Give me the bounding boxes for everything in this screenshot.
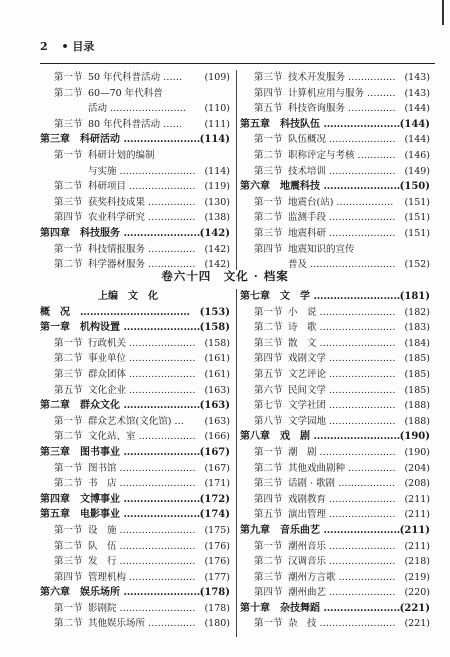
- toc-section-entry: [240, 616, 430, 632]
- entry-label: 第五节: [254, 368, 283, 380]
- entry-title: 书 店 ……………………: [88, 478, 196, 490]
- entry-title: 队伍概况 …………………: [288, 134, 396, 146]
- entry-label: 第六章: [240, 181, 270, 193]
- entry-title: 群众文化 ……………………: [80, 400, 204, 412]
- entry-page: (221): [399, 602, 430, 614]
- entry-label: 第五节: [54, 384, 83, 396]
- header-rule: [40, 63, 435, 64]
- entry-page: (150): [399, 181, 430, 193]
- toc-section-entry: [40, 461, 230, 477]
- entry-page: (183): [404, 322, 430, 334]
- entry-label: 第三节: [54, 118, 83, 130]
- entry-title: 文艺评论 …………………: [288, 368, 396, 380]
- entry-page: (163): [204, 415, 230, 427]
- entry-label: 第三节: [54, 368, 83, 380]
- entry-page: (181): [399, 291, 430, 302]
- entry-page: (190): [404, 446, 430, 458]
- entry-label: 第二节: [54, 259, 83, 271]
- toc-section-entry: [240, 132, 430, 148]
- entry-label: 第一节: [54, 462, 83, 474]
- entry-label: 第三节: [254, 571, 283, 583]
- entry-label: 第四章: [40, 227, 70, 239]
- entry-title: 科技队伍 ……………………: [280, 118, 404, 130]
- toc-section-entry: [240, 101, 430, 117]
- toc-section-entry: [40, 539, 230, 555]
- toc-section-entry: [40, 336, 230, 352]
- toc-section-entry: [40, 554, 230, 570]
- entry-label: 第三节: [254, 227, 283, 239]
- toc-section-entry: [240, 305, 430, 321]
- entry-title: 文 学 ………………………: [280, 291, 404, 302]
- entry-label: 第二节: [54, 478, 83, 490]
- entry-label: 第八节: [254, 415, 283, 427]
- entry-label: 第四节: [254, 87, 283, 99]
- toc-chapter-entry: [240, 429, 430, 445]
- entry-title: 小 说 ……………………: [288, 306, 396, 318]
- entry-title: 图书事业 ……………………: [80, 446, 204, 458]
- toc-section-entry: [40, 429, 230, 445]
- entry-title: 科学器材服务 ……………: [88, 259, 196, 271]
- entry-title: 戏剧教育 …………………: [288, 493, 396, 505]
- entry-page: (220): [404, 587, 430, 599]
- entry-page: (111): [204, 118, 230, 130]
- column-divider: [236, 70, 237, 270]
- entry-page: (151): [404, 227, 430, 239]
- entry-page: (172): [199, 493, 230, 505]
- entry-page: (211): [404, 509, 430, 521]
- entry-title: 戏 剧 ………………………: [280, 431, 404, 443]
- entry-label: 第一节: [254, 134, 283, 146]
- entry-label: 第六章: [40, 587, 70, 599]
- entry-page: (146): [404, 149, 430, 161]
- entry-title: 技术开发服务 ……………: [288, 72, 396, 83]
- entry-title: 科研计划的编制: [88, 149, 155, 161]
- entry-page: (167): [204, 462, 230, 474]
- entry-page: (149): [404, 165, 430, 177]
- entry-title: 文化企业 …………………: [88, 384, 196, 396]
- entry-title: 地震台(站) ………………: [288, 196, 394, 208]
- entry-title: 地震知识的宣传: [288, 243, 355, 255]
- entry-page: (130): [204, 196, 230, 208]
- entry-page: (109): [204, 72, 230, 83]
- entry-label: 第四节: [254, 243, 283, 255]
- entry-page: (153): [199, 306, 230, 318]
- toc-section-entry: [40, 601, 230, 617]
- entry-title: 监测手段 …………………: [288, 212, 396, 224]
- toc-section-entry: [240, 585, 430, 601]
- entry-label: 第四节: [54, 571, 83, 583]
- entry-page: (138): [204, 212, 230, 224]
- entry-title: 散 文 ……………………: [288, 337, 396, 349]
- toc-section-entry: [240, 398, 430, 414]
- entry-page: (167): [199, 446, 230, 458]
- page-number: 2: [40, 40, 48, 53]
- toc-section-entry: [40, 351, 230, 367]
- entry-page: (185): [404, 384, 430, 396]
- header-section: • 目录: [61, 40, 95, 53]
- entry-page: (114): [204, 165, 230, 177]
- entry-title: 上编 文 化: [98, 291, 158, 302]
- entry-page: (208): [404, 478, 430, 490]
- entry-page: (161): [204, 353, 230, 365]
- entry-label: 第七章: [240, 291, 270, 302]
- entry-title: 科技情报服务 ……………: [88, 243, 196, 255]
- entry-page: (188): [404, 400, 430, 412]
- entry-page: (182): [404, 306, 430, 318]
- entry-title: 群众团体 …………………: [88, 368, 196, 380]
- entry-label: 第三节: [254, 165, 283, 177]
- toc-section-entry: [240, 570, 430, 586]
- entry-page: (184): [404, 337, 430, 349]
- toc-section-entry: [240, 492, 430, 508]
- toc-section-entry: [240, 351, 430, 367]
- entry-page: (151): [404, 196, 430, 208]
- entry-page: (114): [199, 134, 230, 146]
- toc-column-top-left: [40, 70, 230, 273]
- toc-chapter-entry: [40, 445, 230, 461]
- entry-page: (188): [404, 415, 430, 427]
- toc-section-entry: [40, 148, 230, 164]
- entry-label: 第三章: [40, 446, 70, 458]
- entry-label: 第二节: [54, 431, 83, 443]
- toc-chapter-entry: [40, 132, 230, 148]
- entry-title: 科技咨询服务 ……………: [288, 103, 396, 115]
- toc-section-entry: [240, 445, 430, 461]
- entry-page: (166): [204, 431, 230, 443]
- toc-section-entry: [240, 476, 430, 492]
- toc-section-entry: [240, 242, 430, 258]
- entry-title: 地震科研 …………………: [288, 227, 396, 239]
- toc-chapter-entry: [40, 226, 230, 242]
- entry-title: 潮州方言歌 ………………: [288, 571, 396, 583]
- entry-title: 电影事业 ……………………: [80, 509, 204, 521]
- entry-title: 其他娱乐场所 ……………: [88, 618, 196, 630]
- entry-title: 设 施 ……………………: [88, 524, 196, 536]
- entry-label: 第三节: [254, 72, 283, 83]
- entry-page: (119): [204, 181, 230, 193]
- toc-section-entry: [240, 210, 430, 226]
- entry-label: 概 况: [40, 306, 70, 318]
- entry-page: (190): [399, 431, 430, 443]
- entry-title: 娱乐场所 ……………………: [80, 587, 204, 599]
- entry-label: 第一节: [54, 149, 83, 161]
- toc-chapter-entry: [40, 585, 230, 601]
- entry-title: 管理机构 …………………: [88, 571, 196, 583]
- toc-section-entry: [240, 336, 430, 352]
- entry-title: 文学社团 …………………: [288, 400, 396, 412]
- entry-page: (211): [399, 524, 430, 536]
- toc-section-entry: [40, 570, 230, 586]
- entry-title: 演出管理 …………………: [288, 509, 396, 521]
- entry-label: 第一节: [254, 540, 283, 552]
- toc-section-entry: [240, 70, 430, 86]
- entry-page: (219): [404, 571, 430, 583]
- entry-label: 第二节: [254, 149, 283, 161]
- entry-page: (152): [404, 259, 430, 271]
- toc-chapter-entry: [40, 492, 230, 508]
- toc-section-entry: [40, 101, 230, 117]
- entry-page: (211): [404, 540, 430, 552]
- entry-title: ……………………………: [80, 306, 190, 318]
- entry-page: (176): [204, 556, 230, 568]
- entry-label: 第一节: [54, 415, 83, 427]
- toc-chapter-entry: [240, 179, 430, 195]
- entry-title: 获奖科技成果 ……………: [88, 196, 196, 208]
- entry-title: 群众艺术馆(文化馆) …: [88, 415, 184, 427]
- toc-chapter-entry: [40, 320, 230, 336]
- entry-title: 音乐曲艺 ……………………: [280, 524, 404, 536]
- toc-section-entry: [40, 70, 230, 86]
- entry-label: 第三节: [254, 337, 283, 349]
- entry-title: 汉调音乐 …………………: [288, 556, 396, 568]
- entry-page: (142): [204, 243, 230, 255]
- entry-label: 第二节: [54, 87, 83, 99]
- entry-label: 第五章: [40, 509, 70, 521]
- entry-label: 第四节: [54, 212, 83, 224]
- entry-page: (144): [404, 134, 430, 146]
- entry-page: (177): [204, 571, 230, 583]
- entry-page: (171): [204, 478, 230, 490]
- toc-section-entry: [240, 539, 430, 555]
- entry-page: (176): [204, 540, 230, 552]
- entry-label: 第五节: [254, 509, 283, 521]
- entry-title: 60—70 年代科普: [88, 87, 163, 99]
- toc-section-entry: [40, 616, 230, 632]
- entry-page: (110): [204, 103, 230, 115]
- entry-label: 第二节: [54, 540, 83, 552]
- entry-label: 第一节: [254, 446, 283, 458]
- entry-title: 与实施 ……………………: [88, 165, 196, 177]
- entry-page: (163): [199, 400, 230, 412]
- toc-column-bottom-left: [40, 289, 230, 632]
- toc-section-entry: [40, 210, 230, 226]
- entry-label: 第一节: [54, 72, 83, 83]
- entry-title: 图书馆 ……………………: [88, 462, 196, 474]
- entry-title: 80 年代科普活动 ……: [88, 118, 183, 130]
- entry-label: 第二章: [40, 400, 70, 412]
- entry-label: 第二节: [254, 322, 283, 334]
- entry-label: 第一节: [54, 524, 83, 536]
- entry-label: 第五节: [254, 103, 283, 115]
- entry-title: 文学园地 …………………: [288, 415, 396, 427]
- entry-page: (142): [204, 259, 230, 271]
- toc-section-entry: [240, 86, 430, 102]
- entry-page: (175): [204, 524, 230, 536]
- entry-page: (144): [404, 103, 430, 115]
- toc-section-entry: [40, 117, 230, 133]
- entry-title: 影剧院 ……………………: [88, 602, 196, 614]
- entry-page: (211): [404, 493, 430, 505]
- entry-label: 第一节: [54, 243, 83, 255]
- entry-page: (218): [404, 556, 430, 568]
- toc-section-entry: [40, 414, 230, 430]
- entry-title: 诗 歌 ……………………: [288, 322, 396, 334]
- toc-part-heading: [40, 289, 230, 305]
- toc-section-entry: [40, 179, 230, 195]
- entry-label: 第三节: [254, 478, 283, 490]
- entry-label: 第一节: [254, 196, 283, 208]
- entry-title: 文化站、室 ………………: [88, 431, 196, 443]
- toc-section-entry: [40, 367, 230, 383]
- entry-title: 潮州曲艺 …………………: [288, 587, 396, 599]
- entry-title: 普及 ………………………: [288, 259, 396, 271]
- toc-section-entry: [40, 195, 230, 211]
- toc-section-entry: [240, 383, 430, 399]
- entry-title: 职称评定与考核 …………: [288, 149, 396, 161]
- entry-title: 话剧 · 歌剧 ………………: [288, 478, 396, 490]
- toc-chapter-entry: [240, 601, 430, 617]
- entry-label: 第一节: [54, 602, 83, 614]
- entry-label: 第一节: [54, 337, 83, 349]
- entry-title: 50 年代科普活动 ……: [88, 72, 183, 83]
- entry-page: (161): [204, 368, 230, 380]
- entry-page: (158): [199, 322, 230, 334]
- toc-column-bottom-right: [240, 289, 430, 632]
- entry-title: 农业科学研究 ……………: [88, 212, 196, 224]
- entry-title: 潮 剧 ……………………: [288, 446, 396, 458]
- entry-page: (185): [404, 368, 430, 380]
- toc-section-entry: [240, 320, 430, 336]
- toc-chapter-entry: [240, 523, 430, 539]
- entry-label: 第二节: [54, 181, 83, 193]
- entry-page: (180): [204, 618, 230, 630]
- entry-page: (144): [399, 118, 430, 130]
- entry-label: 第四节: [254, 493, 283, 505]
- entry-page: (151): [404, 212, 430, 224]
- entry-page: (142): [199, 227, 230, 239]
- toc-section-entry: [40, 242, 230, 258]
- entry-label: 第二节: [254, 212, 283, 224]
- entry-label: 第八章: [240, 431, 270, 443]
- toc-section-entry: [240, 226, 430, 242]
- toc-section-entry: [40, 523, 230, 539]
- toc-section-entry: [240, 461, 430, 477]
- toc-section-entry: [40, 476, 230, 492]
- toc-section-entry: [40, 383, 230, 399]
- entry-label: 第三章: [40, 134, 70, 146]
- entry-label: 第一章: [40, 322, 70, 334]
- entry-label: 第四节: [254, 587, 283, 599]
- toc-section-entry: [240, 164, 430, 180]
- entry-page: (158): [204, 337, 230, 349]
- toc-section-entry: [40, 86, 230, 102]
- entry-title: 潮州音乐 …………………: [288, 540, 396, 552]
- toc-chapter-entry: [40, 507, 230, 523]
- entry-title: 地震科技 ……………………: [280, 181, 404, 193]
- entry-label: 第二节: [254, 556, 283, 568]
- column-divider: [236, 289, 237, 637]
- entry-label: 第五章: [240, 118, 270, 130]
- toc-section-entry: [240, 367, 430, 383]
- entry-page: (178): [199, 587, 230, 599]
- entry-title: 机构设置 ……………………: [80, 322, 204, 334]
- entry-label: 第一节: [254, 306, 283, 318]
- entry-label: 第二节: [54, 353, 83, 365]
- entry-label: 第九章: [240, 524, 270, 536]
- toc-section-entry: [240, 195, 430, 211]
- entry-page: (204): [404, 462, 430, 474]
- entry-label: 第二节: [54, 618, 83, 630]
- entry-page: (143): [404, 72, 430, 83]
- entry-title: 戏剧文学 …………………: [288, 353, 396, 365]
- entry-label: 第二节: [254, 462, 283, 474]
- toc-chapter-entry: [40, 305, 230, 321]
- entry-title: 活动 ……………………: [88, 103, 187, 115]
- entry-title: 杂技舞蹈 ……………………: [280, 602, 404, 614]
- toc-section-entry: [240, 507, 430, 523]
- entry-page: (185): [404, 353, 430, 365]
- entry-label: 第三节: [54, 196, 83, 208]
- toc-section-entry: [240, 414, 430, 430]
- entry-label: 第三节: [54, 556, 83, 568]
- toc-chapter-entry: [240, 117, 430, 133]
- entry-page: (174): [199, 509, 230, 521]
- entry-label: 第四章: [40, 493, 70, 505]
- toc-column-top-right: [240, 70, 430, 273]
- entry-title: 文博事业 ……………………: [80, 493, 204, 505]
- entry-title: 科研活动 ……………………: [80, 134, 204, 146]
- entry-title: 其他戏曲剧种 ……………: [288, 462, 396, 474]
- entry-page: (178): [204, 602, 230, 614]
- toc-chapter-entry: [40, 398, 230, 414]
- entry-label: 第四节: [254, 353, 283, 365]
- entry-title: 技术培训 …………………: [288, 165, 396, 177]
- volume-title: 卷六十四 文化 · 档案: [161, 269, 289, 283]
- entry-page: (143): [404, 87, 430, 99]
- entry-title: 科研项目 …………………: [88, 181, 196, 193]
- entry-title: 行政机关 …………………: [88, 337, 196, 349]
- entry-page: (221): [404, 618, 430, 630]
- entry-title: 事业单位 …………………: [88, 353, 196, 365]
- entry-label: 第六节: [254, 384, 283, 396]
- entry-title: 发 行 ……………………: [88, 556, 196, 568]
- toc-section-entry: [240, 148, 430, 164]
- entry-title: 杂 技 ……………………: [288, 618, 396, 630]
- page-header: [40, 38, 94, 54]
- entry-label: 第一节: [254, 618, 283, 630]
- toc-chapter-entry: [240, 289, 430, 305]
- entry-label: 第十章: [240, 602, 270, 614]
- toc-section-entry: [240, 554, 430, 570]
- entry-title: 科技服务 ……………………: [80, 227, 204, 239]
- entry-page: (163): [204, 384, 230, 396]
- toc-section-entry: [40, 164, 230, 180]
- entry-title: 队 伍 ……………………: [88, 540, 196, 552]
- entry-title: 民间文学 …………………: [288, 384, 396, 396]
- entry-label: 第七节: [254, 400, 283, 412]
- entry-title: 计算机应用与服务 ………: [288, 87, 396, 99]
